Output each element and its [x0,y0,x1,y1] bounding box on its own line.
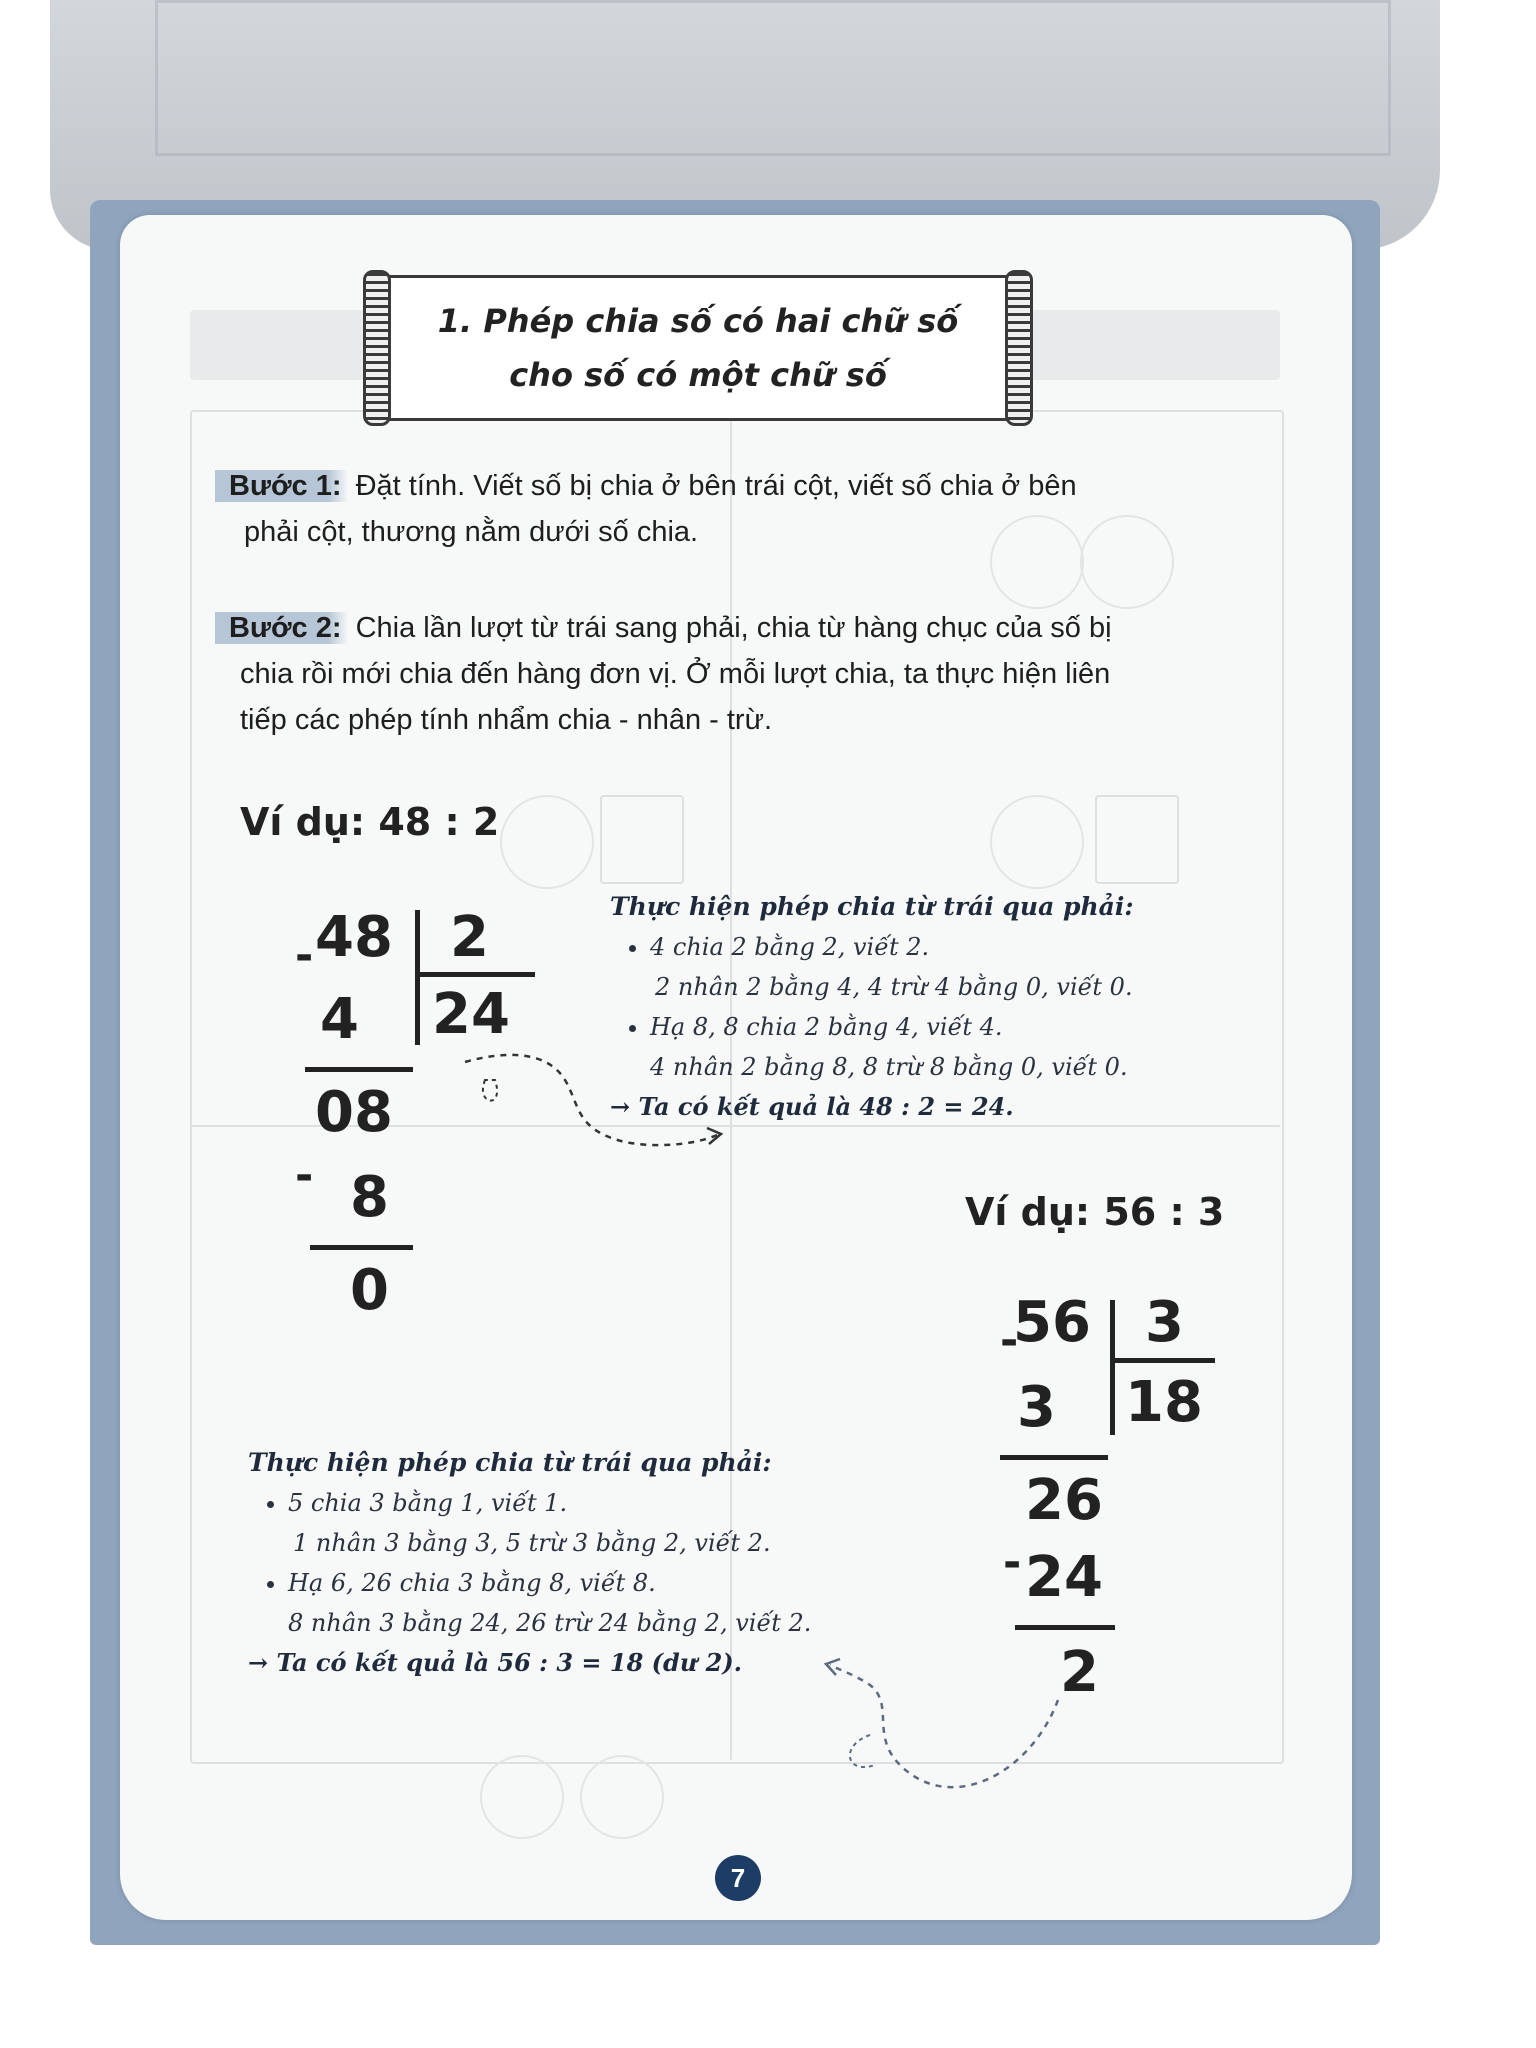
ex1-division-bar [415,910,420,1045]
title-line-2: cho số có một chữ số [509,356,887,394]
ex1-line-2 [310,1245,413,1250]
ex2-result: → Ta có kết quả là 56 : 3 = 18 (dư 2). [248,1648,743,1677]
ex2-explain-head: Thực hiện phép chia từ trái qua phải: [248,1448,772,1477]
ex1-bullet-list [610,927,1330,967]
ex2-quotient-line [1110,1358,1215,1363]
step-1 [215,463,1315,555]
ex2-sub-1: 3 [1017,1375,1056,1440]
ex1-divisor: 2 [450,905,489,970]
step-2-label: Bước 2: [215,612,348,644]
workbook-page [120,215,1352,1920]
ex1-bullet-2-cont: 4 nhân 2 bằng 8, 8 trừ 8 bằng 0, viết 0. [650,1053,1128,1081]
step-2-text-line2: chia rồi mới chia đến hàng đơn vị. Ở mỗi lượt chia, ta thực hiện liên [240,658,1111,690]
ex2-bullet-2: • Hạ 6, 26 chia 3 bằng 8, viết 8. [288,1563,948,1603]
step-1-text-line2: phải cột, thương nằm dưới số chia. [244,516,699,548]
ex2-minus-1: - [1000,1315,1019,1366]
ex2-bullet-list [248,1483,948,1523]
ex2-bullet-2-cont: 8 nhân 3 bằng 24, 26 trừ 24 bằng 2, viết 2. [288,1609,812,1637]
ex1-minus-2: - [295,1150,314,1201]
scroll-left-icon [363,270,391,426]
ex1-remainder-1: 08 [315,1080,393,1145]
ex1-quotient: 24 [432,982,510,1047]
ex2-divisor: 3 [1145,1290,1184,1355]
ex1-line-1 [305,1067,413,1072]
ex2-minus-2: - [1003,1537,1022,1588]
ghost-circle [500,795,594,889]
ex2-quotient: 18 [1125,1370,1203,1435]
ex1-result: → Ta có kết quả là 48 : 2 = 24. [610,1092,1014,1121]
ghost-box [155,0,1391,156]
scroll-right-icon [1005,270,1033,426]
step-1-text-line1: Đặt tính. Viết số bị chia ở bên trái cột, viết số chia ở bên [355,470,1077,502]
ex2-remainder-1: 26 [1025,1468,1103,1533]
ex2-line-2 [1015,1625,1115,1630]
example-2-explanation [248,1443,948,1683]
ex1-sub-2: 8 [350,1165,389,1230]
ex1-remainder-2: 0 [350,1258,389,1323]
ghost-circle [580,1755,664,1839]
ex2-bullet-list-2 [248,1563,948,1603]
step-2-text-line3: tiếp các phép tính nhẩm chia - nhân - trừ. [240,704,773,736]
ex2-sub-2: 24 [1025,1545,1103,1610]
ex1-dividend: 48 [315,905,393,970]
ex1-bullet-1-cont: 2 nhân 2 bằng 4, 4 trừ 4 bằng 0, viết 0. [655,973,1133,1001]
example-1-title: Ví dụ: 48 : 2 [240,800,500,844]
ex1-minus-1: - [295,930,314,981]
step-2 [215,605,1315,743]
example-1-explanation [610,887,1330,1127]
ex2-dividend: 56 [1013,1290,1091,1355]
ex1-bullet-1: • 4 chia 2 bằng 2, viết 2. [650,927,1330,967]
ghost-circle [480,1755,564,1839]
ex2-line-1 [1000,1455,1108,1460]
ex1-explain-head: Thực hiện phép chia từ trái qua phải: [610,892,1134,921]
ex1-sub-1: 4 [320,987,359,1052]
ex2-bullet-1: • 5 chia 3 bằng 1, viết 1. [288,1483,948,1523]
step-1-label: Bước 1: [215,470,348,502]
ex2-remainder-2: 2 [1060,1640,1099,1705]
step-2-text-line1: Chia lần lượt từ trái sang phải, chia từ hàng chục của số bị [355,612,1112,644]
ex2-division-bar [1110,1300,1115,1435]
ghost-circle [990,795,1084,889]
ex1-bullet-list-2 [610,1007,1330,1047]
title-banner [380,275,1016,421]
title-line-1: 1. Phép chia số có hai chữ số [437,302,959,340]
ghost-square [1095,795,1179,884]
example-2-title: Ví dụ: 56 : 3 [965,1190,1225,1234]
page-number-badge: 7 [715,1855,761,1901]
ghost-square [600,795,684,884]
ex2-bullet-1-cont: 1 nhân 3 bằng 3, 5 trừ 3 bằng 2, viết 2. [293,1529,771,1557]
ex1-bullet-2: • Hạ 8, 8 chia 2 bằng 4, viết 4. [650,1007,1330,1047]
ex1-quotient-line [415,972,535,977]
